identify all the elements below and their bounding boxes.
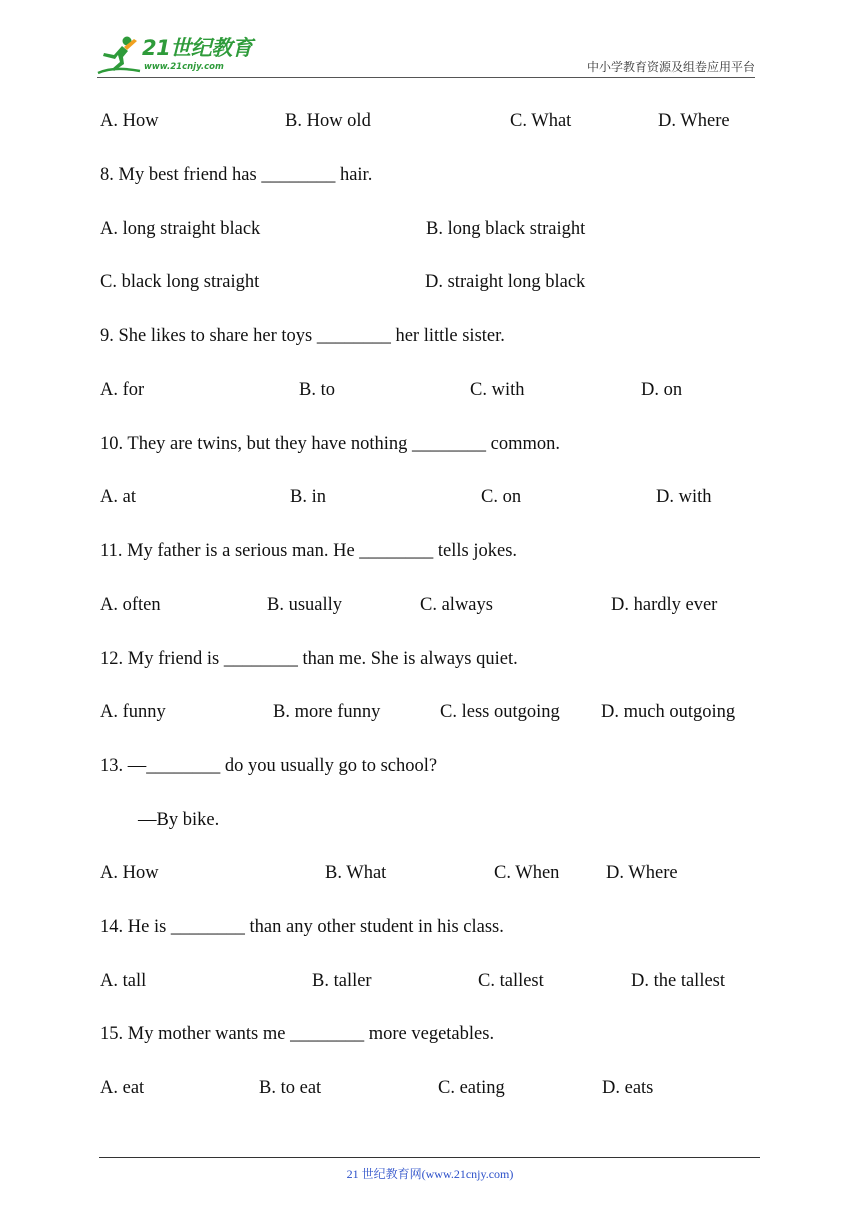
q10-option-c[interactable]: C. on <box>481 487 522 507</box>
q9-option-b[interactable]: B. to <box>299 380 335 400</box>
platform-name: 中小学教育资源及组卷应用平台 <box>586 60 755 74</box>
q13-option-c[interactable]: C. When <box>494 863 560 883</box>
footer-link[interactable]: 21 世纪教育网(www.21cnjy.com) <box>346 1167 514 1181</box>
q14-option-d[interactable]: D. the tallest <box>631 971 726 991</box>
q11-option-a[interactable]: A. often <box>100 595 161 615</box>
q10-option-b[interactable]: B. in <box>290 487 326 507</box>
q12-stem <box>0 647 860 671</box>
q8-option-b[interactable]: B. long black straight <box>426 219 586 239</box>
q9-stem <box>0 324 860 348</box>
q7-option-d[interactable]: D. Where <box>658 111 730 131</box>
q13-stem <box>0 754 860 778</box>
q11-option-b[interactable]: B. usually <box>267 595 343 615</box>
q7-option-b[interactable]: B. How old <box>285 111 371 131</box>
q15-option-b[interactable]: B. to eat <box>259 1078 322 1098</box>
logo-title: 21世纪教育 <box>142 36 253 60</box>
q13-answer-line <box>0 808 860 832</box>
q13-option-b[interactable]: B. What <box>325 863 387 883</box>
q13-option-d[interactable]: D. Where <box>606 863 678 883</box>
q12-option-a[interactable]: A. funny <box>100 702 166 722</box>
page-header <box>0 0 860 80</box>
q11-stem <box>0 539 860 563</box>
q8-options-row1 <box>0 217 860 241</box>
q14-stem <box>0 915 860 939</box>
q14-option-a[interactable]: A. tall <box>100 971 147 991</box>
q13-option-a[interactable]: A. How <box>100 863 159 883</box>
runner-icon <box>94 33 144 77</box>
q13-options <box>0 861 860 885</box>
q15-option-c[interactable]: C. eating <box>438 1078 505 1098</box>
q15-option-a[interactable]: A. eat <box>100 1078 145 1098</box>
question-text: 11. My father is a serious man. He ________ tells jokes. <box>100 541 518 561</box>
q11-option-d[interactable]: D. hardly ever <box>611 595 718 615</box>
header-divider <box>97 77 755 78</box>
q8-option-a[interactable]: A. long straight black <box>100 219 261 239</box>
q8-options-row2 <box>0 270 860 294</box>
q15-option-d[interactable]: D. eats <box>602 1078 654 1098</box>
site-logo[interactable] <box>94 33 264 77</box>
q9-option-d[interactable]: D. on <box>641 380 683 400</box>
q15-stem <box>0 1022 860 1046</box>
q10-options <box>0 485 860 509</box>
q12-option-c[interactable]: C. less outgoing <box>440 702 560 722</box>
q15-options <box>0 1076 860 1100</box>
q9-option-c[interactable]: C. with <box>470 380 525 400</box>
q8-stem <box>0 163 860 187</box>
q7-options <box>0 109 860 133</box>
q9-option-a[interactable]: A. for <box>100 380 145 400</box>
q10-option-d[interactable]: D. with <box>656 487 712 507</box>
q8-option-c[interactable]: C. black long straight <box>100 272 260 292</box>
q8-option-d[interactable]: D. straight long black <box>425 272 586 292</box>
q7-option-a[interactable]: A. How <box>100 111 159 131</box>
q14-option-b[interactable]: B. taller <box>312 971 372 991</box>
footer-divider <box>99 1157 760 1158</box>
question-text: 10. They are twins, but they have nothing ________ common. <box>100 434 561 454</box>
q14-options <box>0 969 860 993</box>
q7-option-c[interactable]: C. What <box>510 111 572 131</box>
q10-option-a[interactable]: A. at <box>100 487 136 507</box>
q12-option-d[interactable]: D. much outgoing <box>601 702 736 722</box>
question-text: 12. My friend is ________ than me. She is always quiet. <box>100 649 518 669</box>
question-text: 14. He is ________ than any other student in his class. <box>100 917 504 937</box>
q11-options <box>0 593 860 617</box>
question-text: 9. She likes to share her toys ________ her little sister. <box>100 326 505 346</box>
q9-options <box>0 378 860 402</box>
q10-stem <box>0 432 860 456</box>
q12-options <box>0 700 860 724</box>
q12-option-b[interactable]: B. more funny <box>273 702 381 722</box>
question-text: 8. My best friend has ________ hair. <box>100 165 373 185</box>
question-text: 15. My mother wants me ________ more vegetables. <box>100 1024 495 1044</box>
q11-option-c[interactable]: C. always <box>420 595 493 615</box>
question-text: 13. —________ do you usually go to school? <box>100 756 438 776</box>
q14-option-c[interactable]: C. tallest <box>478 971 544 991</box>
dialogue-reply: —By bike. <box>138 810 220 830</box>
logo-url: www.21cnjy.com <box>144 62 224 72</box>
